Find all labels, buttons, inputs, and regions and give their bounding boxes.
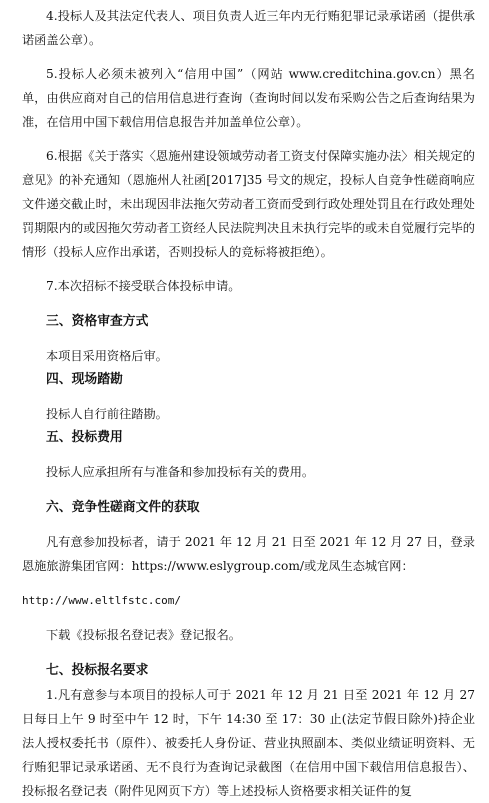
section-7-text: 1.凡有意参与本项目的投标人可于 2021 年 12 月 21 日至 2021 年 12 月 27 日每日上午 9 时至中午 12 时，下午 14:30 至 17：30 止(法定节假日除外)持企业法人授权委托书（原件）、被委托人身份证、营业执照副本、类似业绩证明资料、无行贿犯罪记录承诺函、无不良行为查询记录截图（在信用中国下载信用信息报告）、投标报名登记表（附件见网页下方）等上述投标人资格要求相关证件的复 <box>22 688 475 798</box>
section-6-url <box>22 588 475 613</box>
requirement-5: 5.投标人必须未被列入“信用中国”（网站 www.creditchina.gov.cn）黑名单，由供应商对自己的信用信息进行查询（查询时间以发布采购公告之后查询结果为准，在信用中国下载信用信息报告并加盖单位公章）。 <box>22 67 475 129</box>
section-6-text: 凡有意参加投标者，请于 2021 年 12 月 21 日至 2021 年 12 月 27 日，登录恩施旅游集团官网：https://www.eslygroup.com/或龙凤生态城官网： <box>22 535 475 573</box>
section-5-text: 投标人应承担所有与准备和参加投标有关的费用。 <box>46 465 315 479</box>
requirement-6: 6.根据《关于落实〈恩施州建设领域劳动者工资支付保障实施办法〉相关规定的意见》的补充通知（恩施州人社函[2017]35 号文的规定，投标人自竞争性磋商响应文件递交截止时，未出现因非法拖欠劳动者工资而受到行政处理处罚且在行政处理处罚期限内的或因拖欠劳动者工资经人民法院判决且未执行完毕的或未自觉履行完毕的情形（投标人应作出承诺，否则投标人的竞标将被拒绝）。 <box>22 149 475 259</box>
section-3-text: 本项目采用资格后审。 <box>46 349 168 363</box>
section-6-heading: 六、竞争性磋商文件的获取 <box>46 500 200 515</box>
requirement-7: 7.本次招标不接受联合体投标申请。 <box>46 279 241 293</box>
section-7-heading: 七、投标报名要求 <box>46 663 149 678</box>
section-4-text: 投标人自行前往踏勘。 <box>46 407 168 421</box>
section-6-download-note: 下载《投标报名登记表》登记报名。 <box>46 628 241 642</box>
requirement-4: 4.投标人及其法定代表人、项目负责人近三年内无行贿犯罪记录承诺函（提供承诺函盖公章）。 <box>22 9 475 47</box>
section-5-heading: 五、投标费用 <box>46 430 123 445</box>
section-3-heading: 三、资格审查方式 <box>46 314 149 329</box>
section-6-link[interactable]: http://www.eltlfstc.com/ <box>22 594 181 607</box>
section-4-heading: 四、现场踏勘 <box>46 372 123 387</box>
